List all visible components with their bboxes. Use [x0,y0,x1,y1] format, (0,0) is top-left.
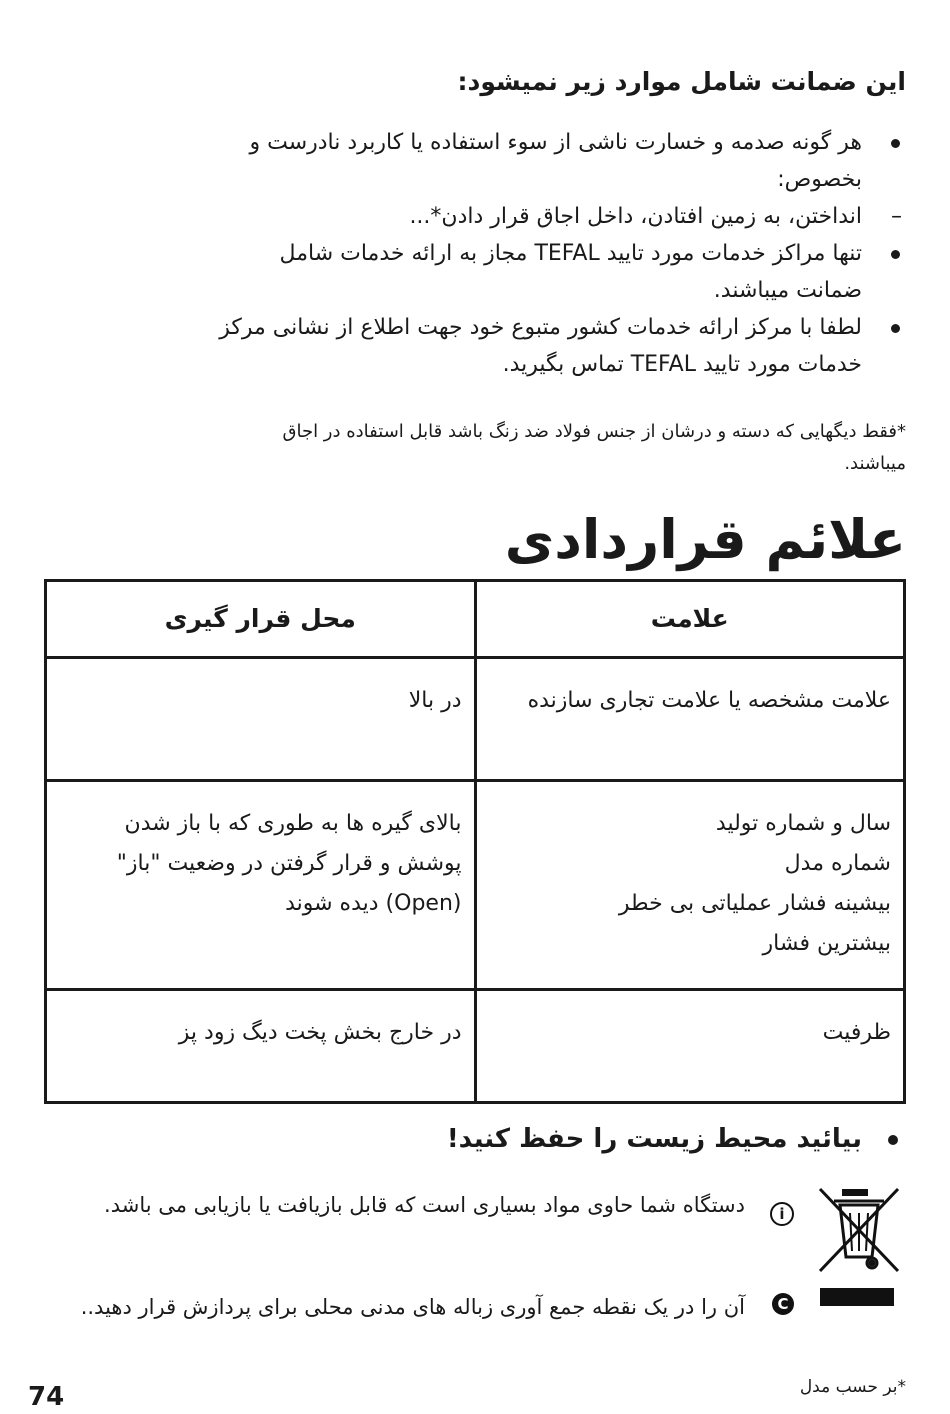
marks-table [44,579,906,1104]
environment-heading: بیائید محیط زیست را حفظ کنید! [447,1116,906,1162]
language-badge-icon: C [772,1293,794,1315]
list-item: – انداختن، به زمین افتادن، داخل اجاق قرار دادن*... [216,198,906,235]
table-cell-location: بالای گیره ها به طوری که با باز شدن پوشش و قرار گرفتن در وضعیت "باز" (Open) دیده شوند [46,781,476,990]
column-header-location: محل قرار گیری [46,581,476,658]
table-cell-mark: سال و شماره تولید شماره مدل بیشینه فشار عملیاتی بی خطر بیشترین فشار [475,781,905,990]
column-header-mark: علامت [475,581,905,658]
guarantee-exclusion-list [216,124,906,383]
table-cell-location: در بالا [46,658,476,781]
list-item: تنها مراکز خدمات مورد تایید TEFAL مجاز به ارائه خدمات شامل ضمانت میباشند. [216,235,906,309]
list-item: لطفا با مرکز ارائه خدمات کشور متبوع خود جهت اطلاع از نشانی مرکز خدمات مورد تایید TEFAL تماس بگیرید. [216,309,906,383]
model-footnote: *بر حسب مدل [799,1377,906,1397]
crossed-out-wheelie-bin-icon [812,1183,902,1273]
table-cell-mark: ظرفیت [475,990,905,1103]
black-bar-icon [820,1288,894,1306]
table-row [46,990,905,1103]
recycling-text: دستگاه شما حاوی مواد بسیاری است که قابل بازیافت یا بازیابی می باشد. [104,1193,745,1217]
language-badge-icon: i [770,1202,794,1226]
guarantee-heading: این ضمانت شامل موارد زیر نمیشود: [457,67,906,96]
list-item: هر گونه صدمه و خسارت ناشی از سوء استفاده یا کاربرد نادرست و بخصوص: [216,124,906,198]
table-header-row [46,581,905,658]
disposal-text: آن را در یک نقطه جمع آوری زباله های مدنی محلی برای پردازش قرار دهید.. [80,1295,745,1319]
oven-footnote: *فقط دیگهایی که دسته و درشان از جنس فولاد ضد زنگ باشد قابل استفاده در اجاق میباشند. [282,421,906,474]
table-row [46,658,905,781]
table-cell-mark: علامت مشخصه یا علامت تجاری سازنده [475,658,905,781]
table-row [46,781,905,990]
page-number: 74 [28,1382,65,1412]
section-title: علائم قراردادی [504,508,906,571]
table-cell-location: در خارج بخش پخت دیگ زود پز [46,990,476,1103]
